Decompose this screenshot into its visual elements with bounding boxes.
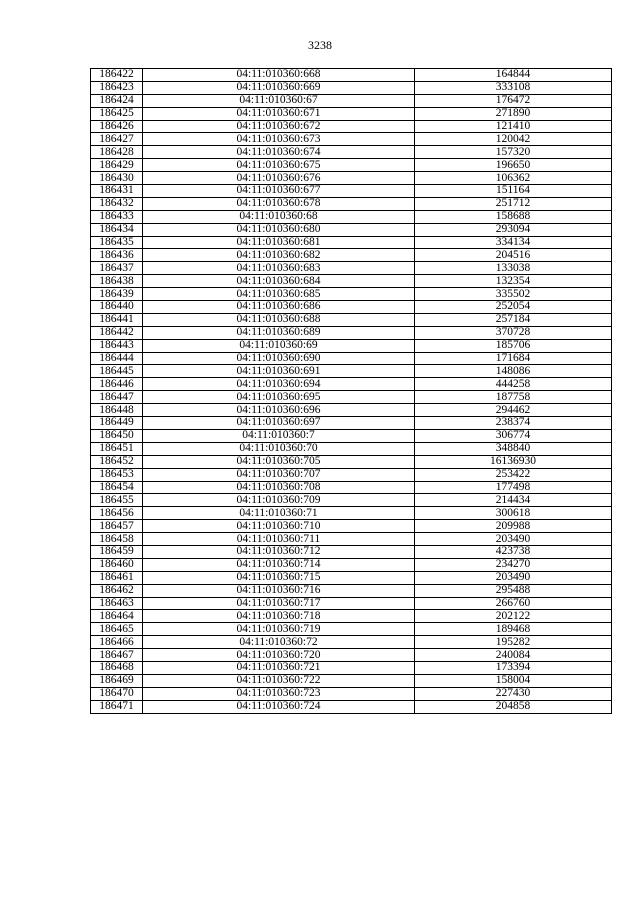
value-cell: 271890 xyxy=(415,107,612,120)
cadastral-number-cell: 04:11:010360:69 xyxy=(143,339,415,352)
row-number-cell: 186471 xyxy=(91,700,143,713)
cadastral-number-cell: 04:11:010360:723 xyxy=(143,687,415,700)
table-row xyxy=(91,159,612,172)
value-cell: 173394 xyxy=(415,661,612,674)
cadastral-number-cell: 04:11:010360:70 xyxy=(143,442,415,455)
row-number-cell: 186424 xyxy=(91,94,143,107)
row-number-cell: 186451 xyxy=(91,442,143,455)
table-row xyxy=(91,133,612,146)
value-cell: 187758 xyxy=(415,391,612,404)
cadastral-number-cell: 04:11:010360:718 xyxy=(143,610,415,623)
value-cell: 121410 xyxy=(415,120,612,133)
cadastral-number-cell: 04:11:010360:695 xyxy=(143,391,415,404)
row-number-cell: 186454 xyxy=(91,481,143,494)
row-number-cell: 186427 xyxy=(91,133,143,146)
row-number-cell: 186469 xyxy=(91,674,143,687)
row-number-cell: 186429 xyxy=(91,159,143,172)
table-row xyxy=(91,610,612,623)
cadastral-number-cell: 04:11:010360:714 xyxy=(143,558,415,571)
row-number-cell: 186461 xyxy=(91,571,143,584)
value-cell: 148086 xyxy=(415,365,612,378)
cadastral-number-cell: 04:11:010360:685 xyxy=(143,288,415,301)
value-cell: 177498 xyxy=(415,481,612,494)
row-number-cell: 186442 xyxy=(91,326,143,339)
cadastral-number-cell: 04:11:010360:709 xyxy=(143,494,415,507)
cadastral-number-cell: 04:11:010360:673 xyxy=(143,133,415,146)
table-row xyxy=(91,597,612,610)
row-number-cell: 186436 xyxy=(91,249,143,262)
cadastral-number-cell: 04:11:010360:688 xyxy=(143,313,415,326)
table-row xyxy=(91,120,612,133)
value-cell: 348840 xyxy=(415,442,612,455)
row-number-cell: 186455 xyxy=(91,494,143,507)
value-cell: 157320 xyxy=(415,146,612,159)
value-cell: 252054 xyxy=(415,301,612,314)
value-cell: 209988 xyxy=(415,520,612,533)
table-row xyxy=(91,236,612,249)
row-number-cell: 186423 xyxy=(91,81,143,94)
table-row xyxy=(91,687,612,700)
table-row xyxy=(91,339,612,352)
table-row xyxy=(91,326,612,339)
row-number-cell: 186453 xyxy=(91,468,143,481)
value-cell: 300618 xyxy=(415,507,612,520)
row-number-cell: 186433 xyxy=(91,210,143,223)
value-cell: 238374 xyxy=(415,417,612,430)
value-cell: 335502 xyxy=(415,288,612,301)
row-number-cell: 186467 xyxy=(91,649,143,662)
row-number-cell: 186468 xyxy=(91,661,143,674)
value-cell: 227430 xyxy=(415,687,612,700)
row-number-cell: 186430 xyxy=(91,172,143,185)
row-number-cell: 186428 xyxy=(91,146,143,159)
row-number-cell: 186462 xyxy=(91,584,143,597)
value-cell: 234270 xyxy=(415,558,612,571)
row-number-cell: 186422 xyxy=(91,69,143,82)
value-cell: 333108 xyxy=(415,81,612,94)
table-row xyxy=(91,623,612,636)
table-row xyxy=(91,288,612,301)
cadastral-number-cell: 04:11:010360:690 xyxy=(143,352,415,365)
cadastral-number-cell: 04:11:010360:672 xyxy=(143,120,415,133)
table-row xyxy=(91,146,612,159)
table-row xyxy=(91,468,612,481)
table-row xyxy=(91,378,612,391)
cadastral-number-cell: 04:11:010360:689 xyxy=(143,326,415,339)
value-cell: 202122 xyxy=(415,610,612,623)
value-cell: 203490 xyxy=(415,571,612,584)
cadastral-number-cell: 04:11:010360:677 xyxy=(143,185,415,198)
row-number-cell: 186460 xyxy=(91,558,143,571)
row-number-cell: 186466 xyxy=(91,636,143,649)
value-cell: 370728 xyxy=(415,326,612,339)
table-row xyxy=(91,301,612,314)
row-number-cell: 186448 xyxy=(91,404,143,417)
row-number-cell: 186456 xyxy=(91,507,143,520)
cadastral-number-cell: 04:11:010360:684 xyxy=(143,275,415,288)
row-number-cell: 186426 xyxy=(91,120,143,133)
cadastral-number-cell: 04:11:010360:683 xyxy=(143,262,415,275)
table-row xyxy=(91,429,612,442)
table-row xyxy=(91,507,612,520)
row-number-cell: 186432 xyxy=(91,197,143,210)
value-cell: 423738 xyxy=(415,545,612,558)
table-row xyxy=(91,571,612,584)
table-body xyxy=(91,69,612,714)
value-cell: 164844 xyxy=(415,69,612,82)
value-cell: 189468 xyxy=(415,623,612,636)
table-row xyxy=(91,391,612,404)
row-number-cell: 186431 xyxy=(91,185,143,198)
table-row xyxy=(91,210,612,223)
cadastral-number-cell: 04:11:010360:724 xyxy=(143,700,415,713)
cadastral-number-cell: 04:11:010360:71 xyxy=(143,507,415,520)
table-row xyxy=(91,417,612,430)
cadastral-number-cell: 04:11:010360:694 xyxy=(143,378,415,391)
value-cell: 132354 xyxy=(415,275,612,288)
table-row xyxy=(91,558,612,571)
table-row xyxy=(91,81,612,94)
cadastral-number-cell: 04:11:010360:722 xyxy=(143,674,415,687)
row-number-cell: 186464 xyxy=(91,610,143,623)
cadastral-number-cell: 04:11:010360:711 xyxy=(143,533,415,546)
value-cell: 16136930 xyxy=(415,455,612,468)
table-row xyxy=(91,313,612,326)
table-row xyxy=(91,520,612,533)
value-cell: 158688 xyxy=(415,210,612,223)
value-cell: 120042 xyxy=(415,133,612,146)
table-row xyxy=(91,249,612,262)
table-row xyxy=(91,442,612,455)
row-number-cell: 186458 xyxy=(91,533,143,546)
table-row xyxy=(91,455,612,468)
row-number-cell: 186435 xyxy=(91,236,143,249)
table-row xyxy=(91,545,612,558)
table-row xyxy=(91,481,612,494)
row-number-cell: 186434 xyxy=(91,223,143,236)
value-cell: 257184 xyxy=(415,313,612,326)
value-cell: 204858 xyxy=(415,700,612,713)
cadastral-number-cell: 04:11:010360:719 xyxy=(143,623,415,636)
row-number-cell: 186450 xyxy=(91,429,143,442)
value-cell: 106362 xyxy=(415,172,612,185)
cadastral-number-cell: 04:11:010360:671 xyxy=(143,107,415,120)
cadastral-number-cell: 04:11:010360:676 xyxy=(143,172,415,185)
cadastral-number-cell: 04:11:010360:68 xyxy=(143,210,415,223)
table-row xyxy=(91,107,612,120)
cadastral-number-cell: 04:11:010360:674 xyxy=(143,146,415,159)
cadastral-number-cell: 04:11:010360:675 xyxy=(143,159,415,172)
row-number-cell: 186425 xyxy=(91,107,143,120)
row-number-cell: 186447 xyxy=(91,391,143,404)
table-row xyxy=(91,223,612,236)
cadastral-number-cell: 04:11:010360:721 xyxy=(143,661,415,674)
table-row xyxy=(91,404,612,417)
value-cell: 266760 xyxy=(415,597,612,610)
table-row xyxy=(91,94,612,107)
cadastral-number-cell: 04:11:010360:696 xyxy=(143,404,415,417)
value-cell: 196650 xyxy=(415,159,612,172)
row-number-cell: 186463 xyxy=(91,597,143,610)
value-cell: 151164 xyxy=(415,185,612,198)
cadastral-number-cell: 04:11:010360:681 xyxy=(143,236,415,249)
cadastral-number-cell: 04:11:010360:7 xyxy=(143,429,415,442)
row-number-cell: 186438 xyxy=(91,275,143,288)
cadastral-number-cell: 04:11:010360:708 xyxy=(143,481,415,494)
value-cell: 444258 xyxy=(415,378,612,391)
cadastral-number-cell: 04:11:010360:691 xyxy=(143,365,415,378)
table-row xyxy=(91,172,612,185)
cadastral-number-cell: 04:11:010360:686 xyxy=(143,301,415,314)
value-cell: 133038 xyxy=(415,262,612,275)
value-cell: 171684 xyxy=(415,352,612,365)
value-cell: 334134 xyxy=(415,236,612,249)
value-cell: 251712 xyxy=(415,197,612,210)
row-number-cell: 186439 xyxy=(91,288,143,301)
value-cell: 176472 xyxy=(415,94,612,107)
table-row xyxy=(91,649,612,662)
cadastral-number-cell: 04:11:010360:720 xyxy=(143,649,415,662)
row-number-cell: 186457 xyxy=(91,520,143,533)
cadastral-number-cell: 04:11:010360:72 xyxy=(143,636,415,649)
row-number-cell: 186445 xyxy=(91,365,143,378)
cadastral-number-cell: 04:11:010360:697 xyxy=(143,417,415,430)
cadastral-number-cell: 04:11:010360:712 xyxy=(143,545,415,558)
value-cell: 214434 xyxy=(415,494,612,507)
table-row xyxy=(91,275,612,288)
table-row xyxy=(91,494,612,507)
value-cell: 240084 xyxy=(415,649,612,662)
row-number-cell: 186446 xyxy=(91,378,143,391)
row-number-cell: 186440 xyxy=(91,301,143,314)
cadastral-number-cell: 04:11:010360:682 xyxy=(143,249,415,262)
table-row xyxy=(91,197,612,210)
table-row xyxy=(91,69,612,82)
cadastral-number-cell: 04:11:010360:707 xyxy=(143,468,415,481)
cadastral-number-cell: 04:11:010360:710 xyxy=(143,520,415,533)
table-row xyxy=(91,700,612,713)
value-cell: 185706 xyxy=(415,339,612,352)
row-number-cell: 186441 xyxy=(91,313,143,326)
value-cell: 293094 xyxy=(415,223,612,236)
table-row xyxy=(91,365,612,378)
cadastral-number-cell: 04:11:010360:715 xyxy=(143,571,415,584)
value-cell: 306774 xyxy=(415,429,612,442)
cadastral-number-cell: 04:11:010360:717 xyxy=(143,597,415,610)
cadastral-number-cell: 04:11:010360:669 xyxy=(143,81,415,94)
row-number-cell: 186449 xyxy=(91,417,143,430)
registry-table xyxy=(90,68,612,714)
table-row xyxy=(91,584,612,597)
row-number-cell: 186443 xyxy=(91,339,143,352)
value-cell: 195282 xyxy=(415,636,612,649)
table-row xyxy=(91,352,612,365)
cadastral-number-cell: 04:11:010360:678 xyxy=(143,197,415,210)
table-row xyxy=(91,674,612,687)
value-cell: 295488 xyxy=(415,584,612,597)
cadastral-number-cell: 04:11:010360:668 xyxy=(143,69,415,82)
cadastral-number-cell: 04:11:010360:67 xyxy=(143,94,415,107)
value-cell: 294462 xyxy=(415,404,612,417)
row-number-cell: 186470 xyxy=(91,687,143,700)
row-number-cell: 186459 xyxy=(91,545,143,558)
row-number-cell: 186465 xyxy=(91,623,143,636)
row-number-cell: 186437 xyxy=(91,262,143,275)
table-row xyxy=(91,636,612,649)
value-cell: 158004 xyxy=(415,674,612,687)
value-cell: 204516 xyxy=(415,249,612,262)
row-number-cell: 186444 xyxy=(91,352,143,365)
table-row xyxy=(91,661,612,674)
table-row xyxy=(91,262,612,275)
cadastral-number-cell: 04:11:010360:705 xyxy=(143,455,415,468)
page-number: 3238 xyxy=(308,38,332,52)
table-row xyxy=(91,533,612,546)
value-cell: 203490 xyxy=(415,533,612,546)
cadastral-number-cell: 04:11:010360:680 xyxy=(143,223,415,236)
value-cell: 253422 xyxy=(415,468,612,481)
table-row xyxy=(91,185,612,198)
cadastral-number-cell: 04:11:010360:716 xyxy=(143,584,415,597)
row-number-cell: 186452 xyxy=(91,455,143,468)
